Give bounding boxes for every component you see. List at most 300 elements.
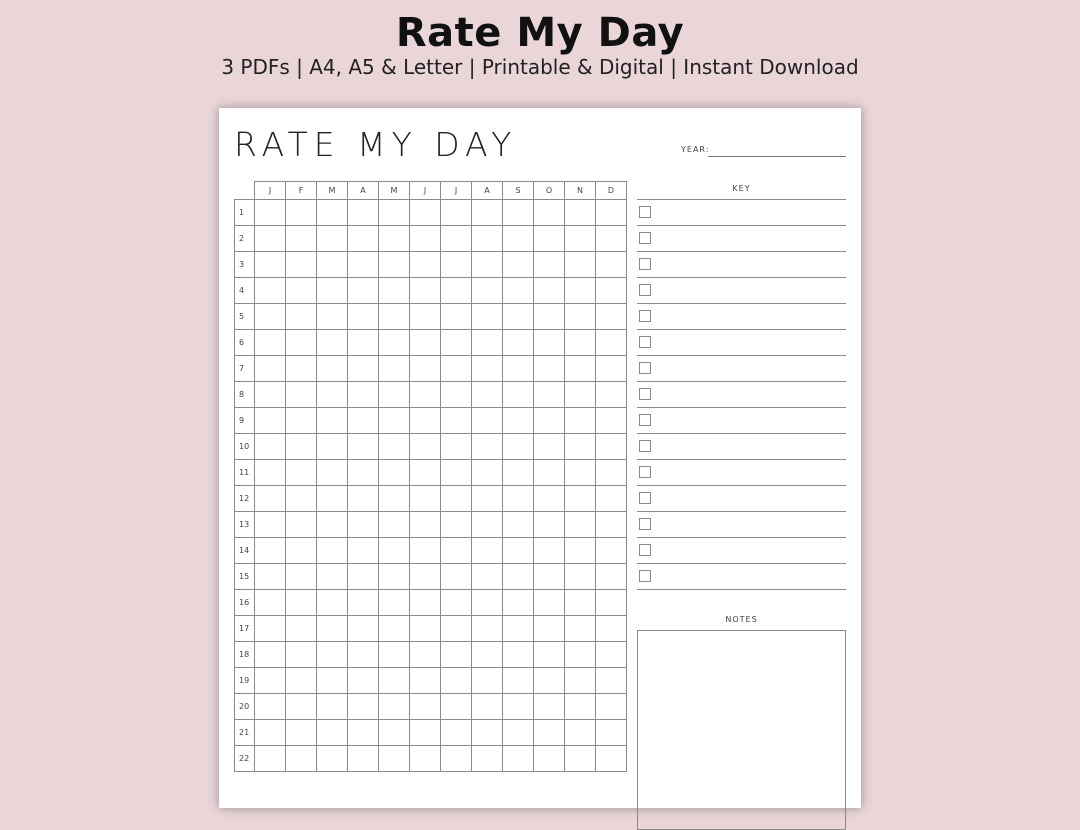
rating-cell[interactable] [286,304,317,330]
rating-cell[interactable] [255,564,286,590]
rating-cell[interactable] [596,538,627,564]
rating-cell[interactable] [348,382,379,408]
rating-cell[interactable] [596,564,627,590]
rating-cell[interactable] [255,590,286,616]
rating-cell[interactable] [472,460,503,486]
rating-cell[interactable] [317,590,348,616]
rating-cell[interactable] [255,720,286,746]
rating-cell[interactable] [348,460,379,486]
rating-cell[interactable] [503,382,534,408]
rating-cell[interactable] [596,460,627,486]
rating-cell[interactable] [441,746,472,772]
rating-cell[interactable] [565,512,596,538]
rating-cell[interactable] [534,642,565,668]
rating-cell[interactable] [534,616,565,642]
rating-cell[interactable] [317,720,348,746]
rating-cell[interactable] [410,564,441,590]
rating-cell[interactable] [503,512,534,538]
key-row [637,252,846,278]
day-row [235,564,627,590]
rating-cell[interactable] [565,538,596,564]
rating-cell[interactable] [410,226,441,252]
rating-cell[interactable] [317,486,348,512]
rating-cell[interactable] [410,434,441,460]
rating-cell[interactable] [472,642,503,668]
key-color-box[interactable] [639,258,651,270]
rating-cell[interactable] [379,746,410,772]
rating-cell[interactable] [472,278,503,304]
rating-cell[interactable] [286,278,317,304]
key-color-box[interactable] [639,440,651,452]
rating-cell[interactable] [410,278,441,304]
grid-corner [235,182,255,200]
rating-cell[interactable] [286,226,317,252]
rating-cell[interactable] [379,330,410,356]
rating-cell[interactable] [503,486,534,512]
rating-cell[interactable] [565,226,596,252]
rating-cell[interactable] [534,382,565,408]
rating-cell[interactable] [379,590,410,616]
rating-cell[interactable] [317,512,348,538]
rating-cell[interactable] [565,278,596,304]
rating-cell[interactable] [348,538,379,564]
rating-cell[interactable] [441,460,472,486]
rating-cell[interactable] [286,382,317,408]
day-row [235,200,627,226]
rating-cell[interactable] [348,720,379,746]
rating-cell[interactable] [441,486,472,512]
key-color-box[interactable] [639,362,651,374]
rating-cell[interactable] [503,460,534,486]
rating-cell[interactable] [534,356,565,382]
key-color-box[interactable] [639,206,651,218]
rating-cell[interactable] [534,746,565,772]
rating-cell[interactable] [596,642,627,668]
rating-cell[interactable] [503,616,534,642]
rating-cell[interactable] [317,616,348,642]
day-number: 4 [235,278,255,304]
rating-cell[interactable] [348,200,379,226]
rating-cell[interactable] [565,460,596,486]
rating-cell[interactable] [534,252,565,278]
day-number: 7 [235,356,255,382]
rating-cell[interactable] [286,746,317,772]
rating-cell[interactable] [255,278,286,304]
key-color-box[interactable] [639,544,651,556]
rating-cell[interactable] [410,720,441,746]
rating-cell[interactable] [472,486,503,512]
rating-cell[interactable] [317,304,348,330]
rating-cell[interactable] [348,226,379,252]
rating-cell[interactable] [596,590,627,616]
rating-cell[interactable] [348,668,379,694]
rating-cell[interactable] [503,226,534,252]
rating-cell[interactable] [503,356,534,382]
rating-cell[interactable] [317,226,348,252]
rating-cell[interactable] [348,408,379,434]
rating-cell[interactable] [472,304,503,330]
rating-cell[interactable] [503,278,534,304]
rating-cell[interactable] [317,538,348,564]
rating-cell[interactable] [317,642,348,668]
rating-cell[interactable] [565,200,596,226]
rating-cell[interactable] [255,200,286,226]
rating-cell[interactable] [379,252,410,278]
day-number: 12 [235,486,255,512]
rating-cell[interactable] [565,330,596,356]
rating-cell[interactable] [596,434,627,460]
rating-cell[interactable] [441,434,472,460]
rating-cell[interactable] [255,252,286,278]
rating-cell[interactable] [255,694,286,720]
rating-cell[interactable] [255,486,286,512]
rating-cell[interactable] [286,616,317,642]
rating-cell[interactable] [410,356,441,382]
rating-cell[interactable] [503,564,534,590]
rating-cell[interactable] [286,486,317,512]
rating-cell[interactable] [317,408,348,434]
rating-cell[interactable] [317,330,348,356]
rating-cell[interactable] [317,694,348,720]
rating-cell[interactable] [410,746,441,772]
rating-cell[interactable] [317,434,348,460]
rating-cell[interactable] [286,512,317,538]
rating-cell[interactable] [596,330,627,356]
rating-cell[interactable] [596,226,627,252]
rating-cell[interactable] [441,616,472,642]
rating-cell[interactable] [596,668,627,694]
rating-cell[interactable] [503,538,534,564]
rating-cell[interactable] [255,538,286,564]
rating-cell[interactable] [534,278,565,304]
rating-cell[interactable] [441,694,472,720]
rating-cell[interactable] [379,486,410,512]
rating-cell[interactable] [472,590,503,616]
rating-cell[interactable] [317,356,348,382]
rating-cell[interactable] [441,304,472,330]
rating-cell[interactable] [596,720,627,746]
rating-cell[interactable] [255,408,286,434]
rating-cell[interactable] [565,486,596,512]
rating-cell[interactable] [410,486,441,512]
key-color-box[interactable] [639,466,651,478]
rating-cell[interactable] [379,642,410,668]
rating-cell[interactable] [565,590,596,616]
rating-cell[interactable] [348,616,379,642]
rating-cell[interactable] [534,434,565,460]
rating-cell[interactable] [441,330,472,356]
rating-cell[interactable] [348,642,379,668]
rating-cell[interactable] [410,382,441,408]
rating-cell[interactable] [472,434,503,460]
rating-cell[interactable] [472,330,503,356]
rating-cell[interactable] [379,720,410,746]
rating-cell[interactable] [317,382,348,408]
rating-cell[interactable] [286,460,317,486]
key-color-box[interactable] [639,518,651,530]
day-number: 3 [235,252,255,278]
rating-cell[interactable] [534,460,565,486]
rating-cell[interactable] [317,746,348,772]
rating-cell[interactable] [565,720,596,746]
year-label: YEAR: [681,145,710,154]
rating-cell[interactable] [596,486,627,512]
rating-cell[interactable] [472,538,503,564]
rating-cell[interactable] [441,252,472,278]
rating-cell[interactable] [472,746,503,772]
rating-cell[interactable] [348,512,379,538]
rating-cell[interactable] [565,408,596,434]
rating-cell[interactable] [410,512,441,538]
rating-cell[interactable] [379,668,410,694]
rating-cell[interactable] [255,226,286,252]
rating-cell[interactable] [596,200,627,226]
rating-cell[interactable] [379,408,410,434]
key-color-box[interactable] [639,284,651,296]
rating-cell[interactable] [255,512,286,538]
rating-cell[interactable] [410,330,441,356]
rating-cell[interactable] [441,720,472,746]
rating-cell[interactable] [286,590,317,616]
rating-cell[interactable] [379,304,410,330]
rating-cell[interactable] [286,564,317,590]
key-color-box[interactable] [639,570,651,582]
rating-cell[interactable] [503,330,534,356]
rating-cell[interactable] [255,460,286,486]
rating-cell[interactable] [596,356,627,382]
rating-cell[interactable] [441,200,472,226]
rating-cell[interactable] [286,330,317,356]
rating-cell[interactable] [379,200,410,226]
rating-cell[interactable] [441,408,472,434]
rating-cell[interactable] [534,330,565,356]
rating-cell[interactable] [441,226,472,252]
rating-cell[interactable] [534,512,565,538]
rating-cell[interactable] [255,746,286,772]
rating-cell[interactable] [379,278,410,304]
rating-cell[interactable] [255,382,286,408]
key-color-box[interactable] [639,492,651,504]
rating-cell[interactable] [565,252,596,278]
rating-cell[interactable] [379,382,410,408]
rating-cell[interactable] [286,200,317,226]
month-header: F [286,182,317,200]
rating-cell[interactable] [348,304,379,330]
rating-cell[interactable] [379,226,410,252]
rating-cell[interactable] [565,642,596,668]
rating-cell[interactable] [317,252,348,278]
rating-cell[interactable] [596,694,627,720]
rating-cell[interactable] [410,460,441,486]
rating-cell[interactable] [379,512,410,538]
rating-cell[interactable] [379,564,410,590]
rating-cell[interactable] [410,200,441,226]
day-row [235,304,627,330]
rating-cell[interactable] [472,356,503,382]
rating-cell[interactable] [503,304,534,330]
month-header: M [379,182,410,200]
rating-cell[interactable] [410,668,441,694]
rating-cell[interactable] [255,668,286,694]
rating-cell[interactable] [348,434,379,460]
rating-cell[interactable] [317,200,348,226]
rating-cell[interactable] [596,382,627,408]
rating-cell[interactable] [348,486,379,512]
key-color-box[interactable] [639,232,651,244]
key-row [637,538,846,564]
rating-cell[interactable] [348,278,379,304]
rating-cell[interactable] [503,434,534,460]
key-color-box[interactable] [639,336,651,348]
rating-cell[interactable] [348,564,379,590]
rating-cell[interactable] [348,590,379,616]
rating-cell[interactable] [379,694,410,720]
rating-cell[interactable] [410,590,441,616]
rating-cell[interactable] [503,642,534,668]
rating-cell[interactable] [565,616,596,642]
rating-cell[interactable] [286,408,317,434]
rating-cell[interactable] [503,200,534,226]
rating-cell[interactable] [472,382,503,408]
rating-cell[interactable] [534,226,565,252]
rating-cell[interactable] [348,252,379,278]
key-color-box[interactable] [639,310,651,322]
rating-cell[interactable] [379,460,410,486]
rating-cell[interactable] [534,668,565,694]
rating-cell[interactable] [255,356,286,382]
rating-cell[interactable] [596,278,627,304]
rating-cell[interactable] [534,304,565,330]
rating-cell[interactable] [255,642,286,668]
rating-cell[interactable] [410,408,441,434]
day-number: 8 [235,382,255,408]
rating-cell[interactable] [255,304,286,330]
rating-cell[interactable] [317,460,348,486]
rating-cell[interactable] [441,382,472,408]
rating-cell[interactable] [503,694,534,720]
month-header: M [317,182,348,200]
rating-cell[interactable] [379,356,410,382]
rating-cell[interactable] [317,564,348,590]
rating-cell[interactable] [472,616,503,642]
rating-cell[interactable] [379,538,410,564]
rating-cell[interactable] [472,226,503,252]
rating-cell[interactable] [565,382,596,408]
rating-cell[interactable] [534,538,565,564]
rating-cell[interactable] [596,746,627,772]
rating-cell[interactable] [379,616,410,642]
rating-cell[interactable] [565,746,596,772]
rating-cell[interactable] [255,616,286,642]
day-row [235,668,627,694]
rating-cell[interactable] [503,252,534,278]
rating-cell[interactable] [596,252,627,278]
rating-cell[interactable] [410,252,441,278]
day-number: 10 [235,434,255,460]
rating-cell[interactable] [286,642,317,668]
rating-cell[interactable] [503,408,534,434]
rating-cell[interactable] [565,668,596,694]
rating-cell[interactable] [596,616,627,642]
rating-cell[interactable] [286,252,317,278]
rating-cell[interactable] [317,278,348,304]
rating-cell[interactable] [596,408,627,434]
rating-cell[interactable] [472,200,503,226]
rating-cell[interactable] [317,668,348,694]
rating-cell[interactable] [534,200,565,226]
day-number: 19 [235,668,255,694]
rating-cell[interactable] [565,564,596,590]
rating-cell[interactable] [348,330,379,356]
rating-cell[interactable] [379,434,410,460]
rating-cell[interactable] [503,668,534,694]
rating-cell[interactable] [286,720,317,746]
rating-cell[interactable] [565,434,596,460]
rating-cell[interactable] [286,356,317,382]
rating-cell[interactable] [255,434,286,460]
rating-cell[interactable] [348,694,379,720]
rating-cell[interactable] [472,720,503,746]
rating-cell[interactable] [534,486,565,512]
rating-cell[interactable] [534,408,565,434]
rating-cell[interactable] [596,512,627,538]
rating-cell[interactable] [255,330,286,356]
rating-cell[interactable] [534,590,565,616]
rating-cell[interactable] [534,564,565,590]
rating-cell[interactable] [534,720,565,746]
rating-cell[interactable] [565,356,596,382]
rating-cell[interactable] [410,538,441,564]
rating-cell[interactable] [472,668,503,694]
rating-cell[interactable] [410,616,441,642]
key-color-box[interactable] [639,414,651,426]
rating-cell[interactable] [410,694,441,720]
rating-cell[interactable] [565,304,596,330]
rating-cell[interactable] [286,538,317,564]
rating-cell[interactable] [534,694,565,720]
rating-cell[interactable] [565,694,596,720]
rating-cell[interactable] [503,590,534,616]
rating-cell[interactable] [410,642,441,668]
rating-cell[interactable] [441,642,472,668]
rating-cell[interactable] [503,746,534,772]
rating-cell[interactable] [286,434,317,460]
rating-cell[interactable] [410,304,441,330]
key-row [637,486,846,512]
rating-cell[interactable] [441,356,472,382]
key-color-box[interactable] [639,388,651,400]
rating-cell[interactable] [596,304,627,330]
rating-cell[interactable] [472,408,503,434]
rating-cell[interactable] [441,278,472,304]
rating-cell[interactable] [472,564,503,590]
rating-cell[interactable] [286,668,317,694]
rating-cell[interactable] [503,720,534,746]
rating-cell[interactable] [286,694,317,720]
month-header-row [235,182,627,200]
rating-cell[interactable] [472,694,503,720]
rating-cell[interactable] [441,538,472,564]
rating-cell[interactable] [441,564,472,590]
rating-cell[interactable] [348,356,379,382]
rating-cell[interactable] [441,590,472,616]
banner-title: Rate My Day [395,10,685,56]
rating-cell[interactable] [441,512,472,538]
rating-cell[interactable] [472,512,503,538]
rating-cell[interactable] [348,746,379,772]
rating-cell[interactable] [441,668,472,694]
rating-cell[interactable] [472,252,503,278]
